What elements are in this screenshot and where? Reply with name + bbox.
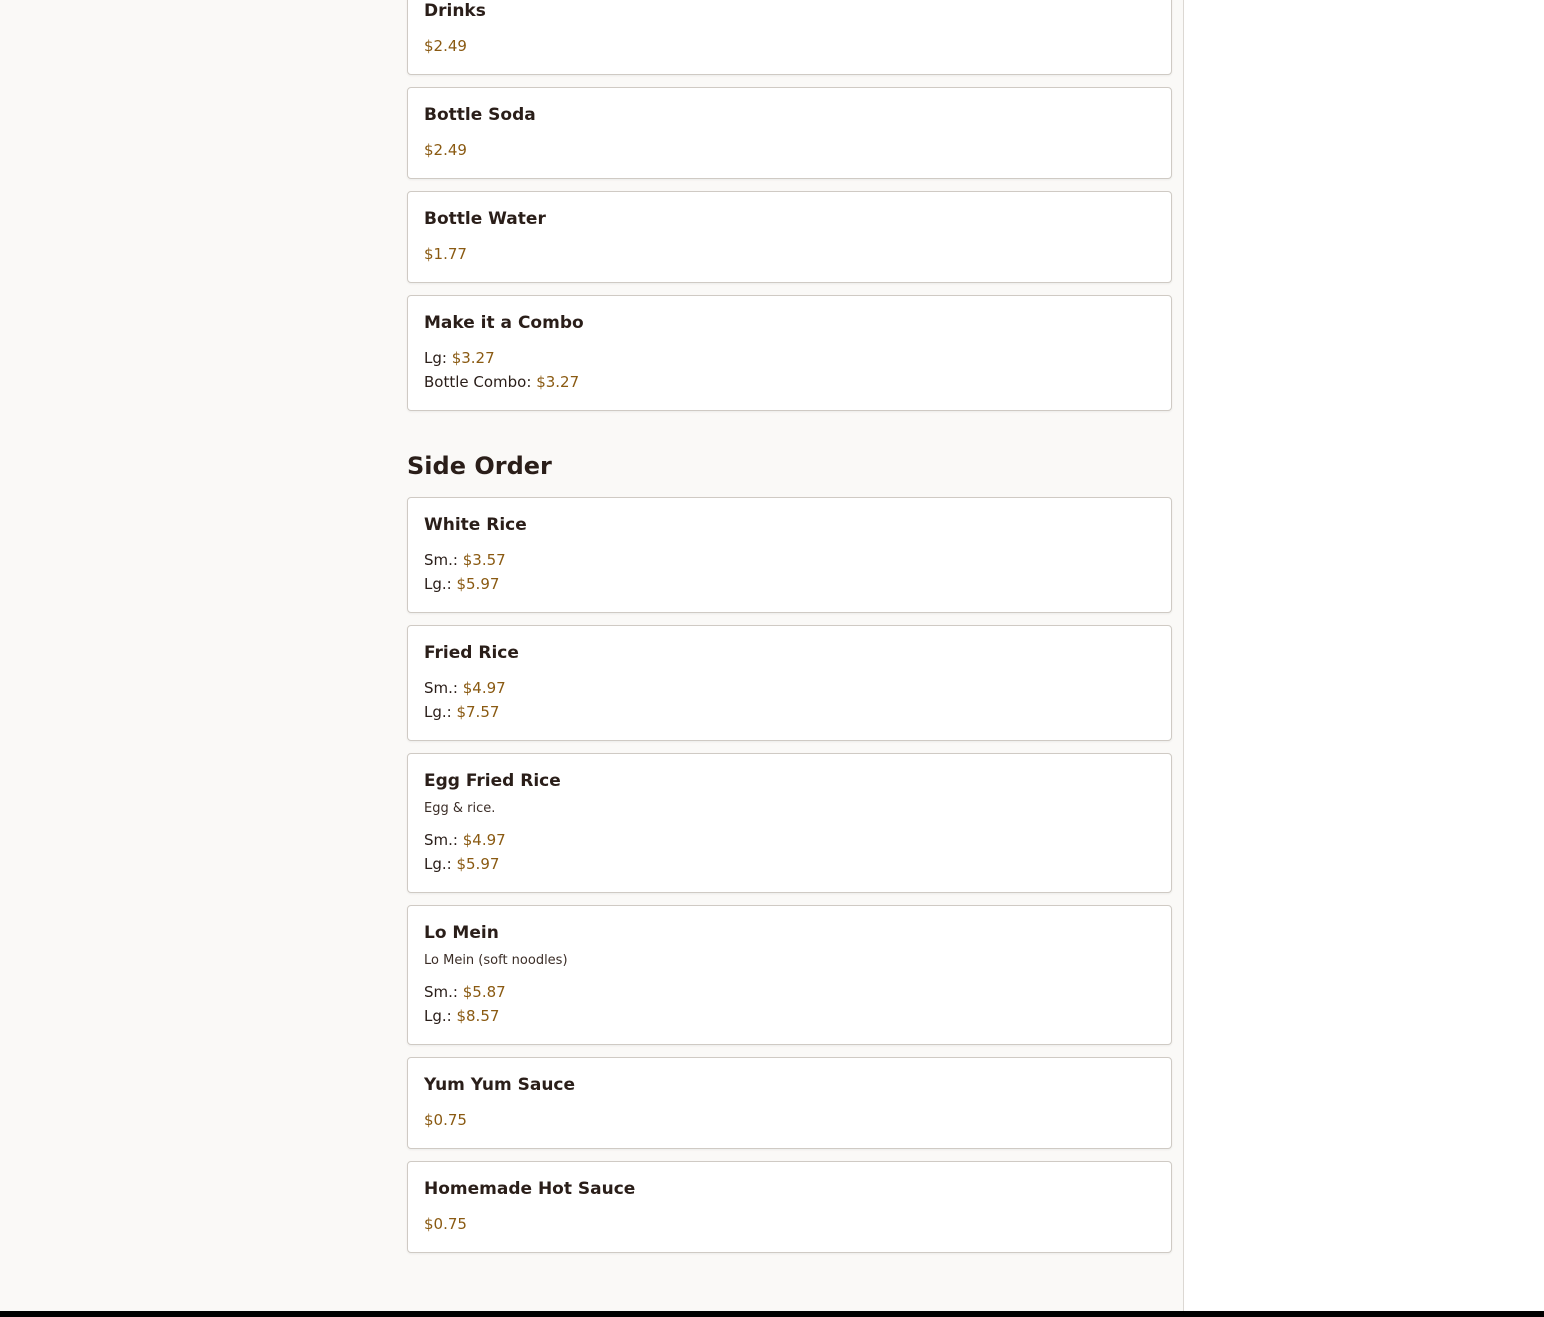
item-price: $2.49 [424, 141, 467, 159]
item-price: $3.57 [462, 551, 506, 569]
price-line [424, 1212, 1155, 1236]
price-label: Sm.: [424, 679, 463, 697]
price-label: Lg.: [424, 575, 457, 593]
item-price: $7.57 [456, 703, 500, 721]
item-price: $3.27 [451, 349, 495, 367]
item-price: $0.75 [424, 1111, 467, 1129]
item-price: $1.77 [424, 245, 467, 263]
item-name: Make it a Combo [424, 313, 584, 333]
menu-item-card[interactable] [407, 1057, 1172, 1149]
menu-item-card[interactable] [407, 0, 1172, 75]
menu-item-card[interactable] [407, 625, 1172, 741]
price-label: Lg: [424, 349, 452, 367]
price-line [424, 1108, 1155, 1132]
price-line [424, 828, 1155, 852]
price-label: Sm.: [424, 551, 463, 569]
right-panel [1183, 0, 1544, 1311]
item-name: Bottle Soda [424, 105, 536, 125]
price-line [424, 852, 1155, 876]
item-name: Lo Mein [424, 923, 499, 943]
menu-item-card[interactable] [407, 191, 1172, 283]
item-description: Lo Mein (soft noodles) [424, 953, 568, 968]
price-line [424, 242, 1155, 266]
price-line [424, 346, 1155, 370]
price-line [424, 370, 1155, 394]
item-price: $5.97 [456, 575, 500, 593]
price-label: Sm.: [424, 983, 463, 1001]
price-line [424, 34, 1155, 58]
item-name: Drinks [424, 1, 486, 21]
item-name: Bottle Water [424, 209, 546, 229]
bottom-bar [0, 1311, 1544, 1317]
item-price: $5.87 [462, 983, 506, 1001]
price-label: Sm.: [424, 831, 463, 849]
section-title: Side Order [407, 452, 552, 480]
menu-item-card[interactable] [407, 905, 1172, 1045]
price-line [424, 980, 1155, 1004]
menu-item-card[interactable] [407, 295, 1172, 411]
item-name: Yum Yum Sauce [424, 1075, 576, 1095]
item-name: Egg Fried Rice [424, 771, 561, 791]
price-label: Lg.: [424, 855, 457, 873]
price-line [424, 700, 1155, 724]
item-price: $2.49 [424, 37, 467, 55]
price-label: Lg.: [424, 703, 457, 721]
price-line [424, 572, 1155, 596]
menu-content [407, 0, 1172, 1265]
item-price: $0.75 [424, 1215, 467, 1233]
price-line [424, 676, 1155, 700]
item-description: Egg & rice. [424, 801, 496, 816]
price-line [424, 1004, 1155, 1028]
item-price: $5.97 [456, 855, 500, 873]
item-price: $8.57 [456, 1007, 500, 1025]
item-name: White Rice [424, 515, 527, 535]
menu-item-card[interactable] [407, 1161, 1172, 1253]
menu-item-card[interactable] [407, 87, 1172, 179]
price-line [424, 548, 1155, 572]
price-label: Bottle Combo: [424, 373, 537, 391]
item-name: Homemade Hot Sauce [424, 1179, 636, 1199]
item-name: Fried Rice [424, 643, 519, 663]
price-line [424, 138, 1155, 162]
price-label: Lg.: [424, 1007, 457, 1025]
item-price: $4.97 [462, 679, 506, 697]
item-price: $4.97 [462, 831, 506, 849]
menu-item-card[interactable] [407, 753, 1172, 893]
menu-item-card[interactable] [407, 497, 1172, 613]
item-price: $3.27 [536, 373, 580, 391]
